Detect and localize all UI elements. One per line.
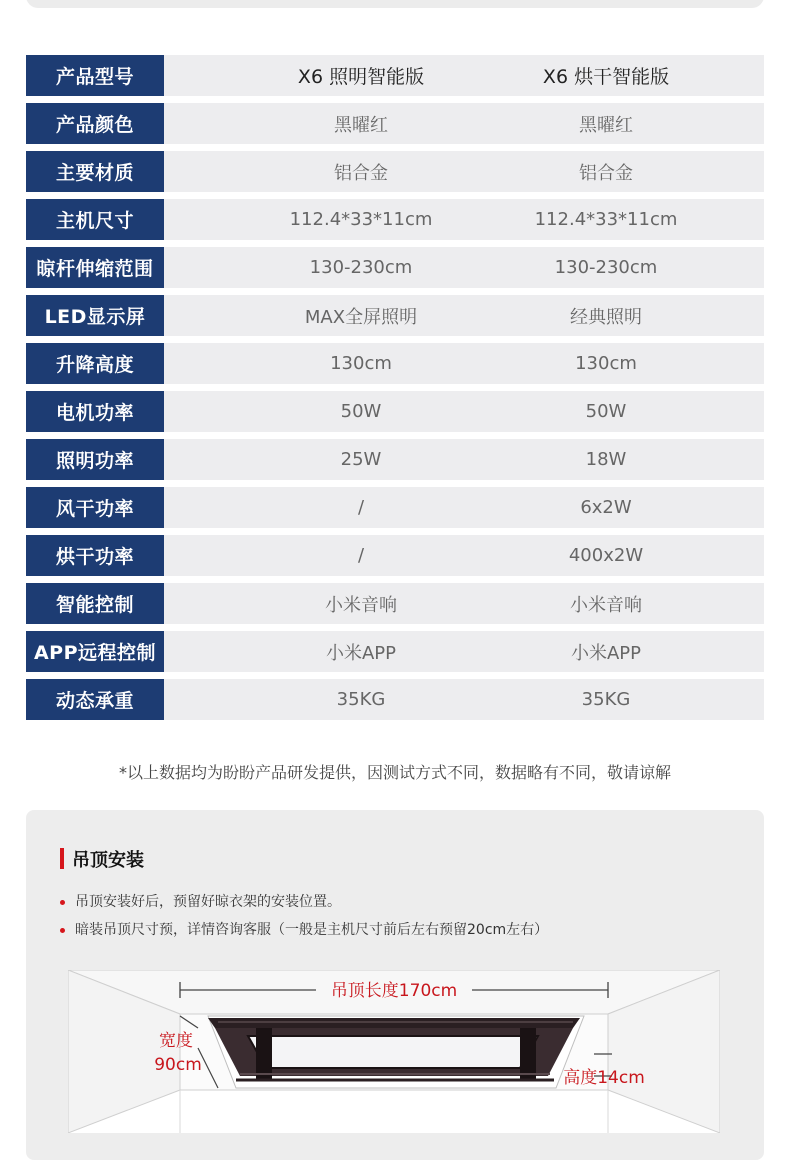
ceiling-height-label: 高度14cm	[563, 1068, 645, 1088]
spec-label: 主机尺寸	[26, 199, 164, 240]
spec-label: APP远程控制	[26, 631, 164, 672]
spec-value-lighting: 小米APP	[325, 642, 397, 664]
spec-cells	[164, 295, 764, 336]
spec-row	[26, 199, 764, 240]
spec-cells	[164, 55, 764, 96]
spec-value-drying: 铝合金	[579, 162, 633, 184]
ceiling-width-label: 宽度	[159, 1031, 193, 1051]
spec-row	[26, 439, 764, 480]
spec-value-lighting: /	[357, 497, 365, 518]
spec-value-drying: 130cm	[575, 353, 637, 374]
spec-value-drying: 小米音响	[570, 594, 642, 616]
spec-cells	[164, 583, 764, 624]
spec-value-lighting: /	[357, 545, 365, 566]
spec-cells	[164, 679, 764, 720]
spec-cells	[164, 199, 764, 240]
spec-label: 升降高度	[26, 343, 164, 384]
spec-row	[26, 343, 764, 384]
model-x6-lighting: X6 照明智能版	[297, 66, 425, 88]
spec-label: 动态承重	[26, 679, 164, 720]
spec-label: 晾杆伸缩范围	[26, 247, 164, 288]
spec-label: 产品型号	[26, 55, 164, 96]
spec-value-lighting: 25W	[340, 449, 382, 470]
spec-table	[26, 55, 764, 727]
spec-cells	[164, 103, 764, 144]
drying-rack-illustration	[208, 1018, 580, 1080]
ceiling-length-label: 吊顶长度170cm	[330, 981, 458, 1001]
spec-cells	[164, 151, 764, 192]
spec-value-drying: 18W	[585, 449, 627, 470]
installation-title: 吊顶安装	[72, 850, 144, 871]
spec-row	[26, 151, 764, 192]
spec-row	[26, 487, 764, 528]
spec-value-lighting: 50W	[340, 401, 382, 422]
spec-cells	[164, 487, 764, 528]
model-x6-drying: X6 烘干智能版	[542, 66, 670, 88]
spec-label: 风干功率	[26, 487, 164, 528]
spec-value-lighting: 35KG	[336, 689, 386, 710]
spec-row	[26, 535, 764, 576]
spec-header-row	[26, 55, 764, 96]
spec-value-drying: 6x2W	[580, 497, 632, 518]
spec-row	[26, 103, 764, 144]
spec-value-drying: 130-230cm	[554, 257, 658, 278]
spec-cells	[164, 391, 764, 432]
spec-label: 照明功率	[26, 439, 164, 480]
spec-label: 烘干功率	[26, 535, 164, 576]
spec-value-drying: 50W	[585, 401, 627, 422]
installation-note: 暗装吊顶尺寸预，详情咨询客服（一般是主机尺寸前后左右预留20cm左右）	[60, 918, 548, 946]
spec-value-drying: 黑曜红	[579, 114, 633, 136]
spec-cells	[164, 343, 764, 384]
spec-label: 主要材质	[26, 151, 164, 192]
spec-value-lighting: 130-230cm	[309, 257, 413, 278]
footnote: *以上数据均为盼盼产品研发提供，因测试方式不同，数据略有不同，敬请谅解	[118, 763, 671, 782]
spec-cells	[164, 631, 764, 672]
spec-row	[26, 247, 764, 288]
spec-value-drying: 112.4*33*11cm	[534, 209, 678, 230]
spec-label: LED显示屏	[26, 295, 164, 336]
spec-row	[26, 679, 764, 720]
spec-row	[26, 631, 764, 672]
ceiling-install-diagram	[68, 970, 720, 1133]
installation-note: 吊顶安装好后，预留好晾衣架的安装位置。	[60, 890, 548, 918]
spec-cells	[164, 535, 764, 576]
spec-value-lighting: 铝合金	[334, 162, 388, 184]
ceiling-width-value: 90cm	[154, 1055, 202, 1075]
spec-cells	[164, 439, 764, 480]
title-accent-bar	[60, 848, 64, 869]
spec-value-drying: 经典照明	[570, 306, 642, 328]
spec-value-lighting: 130cm	[330, 353, 392, 374]
spec-row	[26, 583, 764, 624]
spec-value-drying: 小米APP	[570, 642, 642, 664]
spec-label: 智能控制	[26, 583, 164, 624]
top-card-edge	[26, 0, 764, 8]
spec-label: 电机功率	[26, 391, 164, 432]
spec-value-drying: 400x2W	[568, 545, 644, 566]
installation-panel	[26, 810, 764, 1160]
spec-value-drying: 35KG	[581, 689, 631, 710]
spec-row	[26, 295, 764, 336]
spec-row	[26, 391, 764, 432]
spec-value-lighting: 112.4*33*11cm	[289, 209, 433, 230]
spec-label: 产品颜色	[26, 103, 164, 144]
installation-notes	[60, 890, 548, 946]
spec-value-lighting: 黑曜红	[334, 114, 388, 136]
spec-cells	[164, 247, 764, 288]
spec-value-lighting: MAX全屏照明	[304, 306, 418, 328]
spec-value-lighting: 小米音响	[325, 594, 397, 616]
